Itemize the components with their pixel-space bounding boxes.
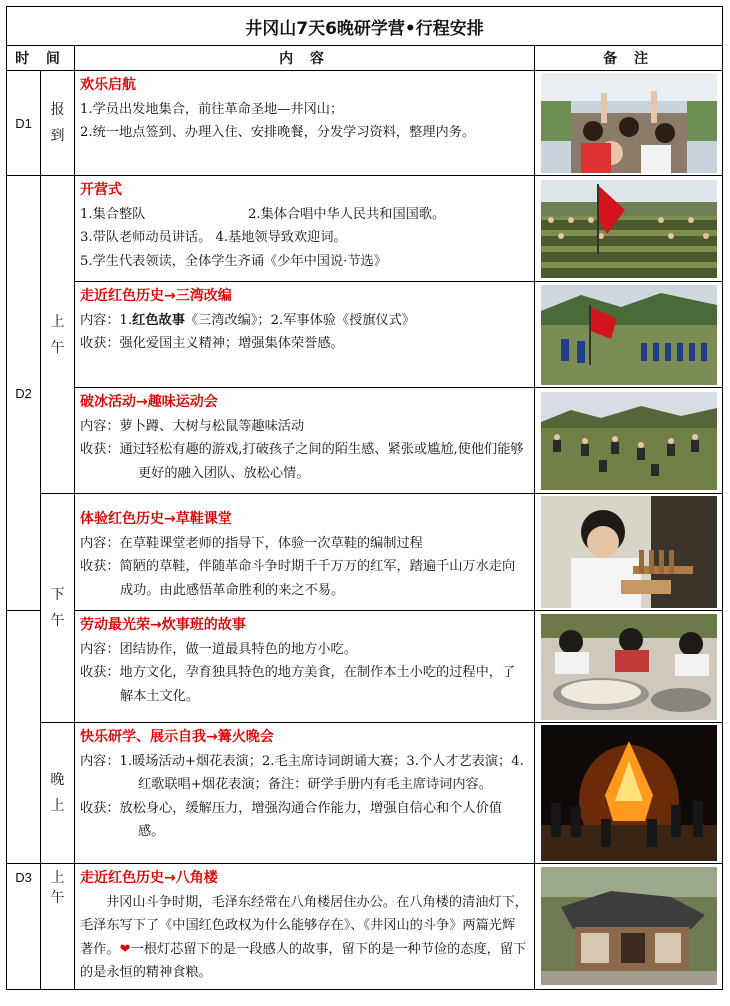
activity-d1-kickoff: 欢乐启航 1.学员出发地集合，前往革命圣地—井冈山； 2.统一地点签到、办理入住、安排晚餐，分发学习资料，整理内务。 <box>75 71 535 176</box>
photo-cell <box>535 611 723 723</box>
session-label-afternoon: 下 午 <box>41 494 75 723</box>
activity-cooking-squad: 劳动最光荣→炊事班的故事 内容：团结协作，做一道最具特色的地方小吃。 收获：地方文化，孕育独具特色的地方美食，在制作本土小吃的过程中，了解本土文化。 <box>75 611 535 723</box>
photo-cell <box>535 494 723 611</box>
day-label-d3: D3 <box>7 864 41 990</box>
photo-cell <box>535 864 723 990</box>
photo-cell <box>535 176 723 282</box>
photo-cell <box>535 282 723 388</box>
bus-students-photo <box>541 73 717 173</box>
session-label-morning: 上 午 <box>41 176 75 494</box>
day-label-d1: D1 <box>7 71 41 176</box>
activity-bonfire-party: 快乐研学、展示自我→篝火晚会 内容：1.暖场活动+烟花表演；2.毛主席诗词朗诵大赛；3.个人才艺表演；4.红歌联唱+烟花表演；备注：研学手册内有毛主席诗词内容。 收获：放松身心，缓解压力，增强沟通合作能力，增强自信心和个人价值感。 <box>75 723 535 864</box>
flag-presentation-photo <box>541 285 717 385</box>
activity-heading: 劳动最光荣→炊事班的故事 <box>80 617 246 633</box>
activity-heading: 破冰活动→趣味运动会 <box>80 394 218 410</box>
photo-cell <box>535 723 723 864</box>
activity-heading: 快乐研学、展示自我→篝火晚会 <box>80 729 274 745</box>
session-label-d3-morning: 上 午 <box>41 864 75 990</box>
photo-cell <box>535 71 723 176</box>
activity-heading: 欢乐启航 <box>80 77 136 93</box>
activity-heading: 体验红色历史→草鞋课堂 <box>80 511 232 527</box>
itinerary-table <box>6 6 723 990</box>
photo-cell <box>535 388 723 494</box>
activity-heading: 走近红色历史→三湾改编 <box>80 288 232 304</box>
header-remark: 备 注 <box>535 46 723 71</box>
page-title: 井冈山7天6晚研学营•行程安排 <box>7 7 723 46</box>
session-label-d1: 报 到 <box>41 71 75 176</box>
activity-straw-sandal-class: 体验红色历史→草鞋课堂 内容：在草鞋课堂老师的指导下，体验一次草鞋的编制过程 收获：简陋的草鞋，伴随革命斗争时期千千万万的红军，踏遍千山万水走向成功。由此感悟革命胜利的来之不易。 <box>75 494 535 611</box>
activity-heading: 开营式 <box>80 182 122 198</box>
bonfire-night-photo <box>541 725 717 861</box>
header-time: 时 间 <box>7 46 75 71</box>
session-label-evening: 晚 上 <box>41 723 75 864</box>
day-label-d2: D2 <box>7 176 41 611</box>
heart-icon: ❤ <box>119 941 131 957</box>
header-content: 内 容 <box>75 46 535 71</box>
straw-sandal-weaving-photo <box>541 496 717 608</box>
activity-opening-ceremony: 开营式 1.集合整队 2.集体合唱中华人民共和国国歌。 3.带队老师动员讲话。 4.基地领导致欢迎词。 5.学生代表领读，全体学生齐诵《少年中国说·节选》 <box>75 176 535 282</box>
cooking-activity-photo <box>541 614 717 720</box>
activity-icebreaker-games: 破冰活动→趣味运动会 内容：萝卜蹲、大树与松鼠等趣味活动 收获：通过轻松有趣的游戏,打破孩子之间的陌生感、紧张或尴尬,使他们能够更好的融入团队、放松心情。 <box>75 388 535 494</box>
flag-ceremony-photo <box>541 180 717 278</box>
field-games-photo <box>541 392 717 490</box>
activity-sanwan-reorganization: 走近红色历史→三湾改编 内容：1.红色故事《三湾改编》；2.军事体验《授旗仪式》 收获：强化爱国主义精神；增强集体荣誉感。 <box>75 282 535 388</box>
bajiao-tower-photo <box>541 867 717 985</box>
activity-bajiao-tower: 走近红色历史→八角楼 井冈山斗争时期，毛泽东经常在八角楼居住办公。在八角楼的清油灯下，毛泽东写下了《中国红色政权为什么能够存在》、《井冈山的斗争》两篇光辉著作。❤一根灯芯留下的是一段感人的故事，留下的是一种节俭的态度，留下的是永恒的精神食粮。 <box>75 864 535 990</box>
activity-heading: 走近红色历史→八角楼 <box>80 870 218 886</box>
